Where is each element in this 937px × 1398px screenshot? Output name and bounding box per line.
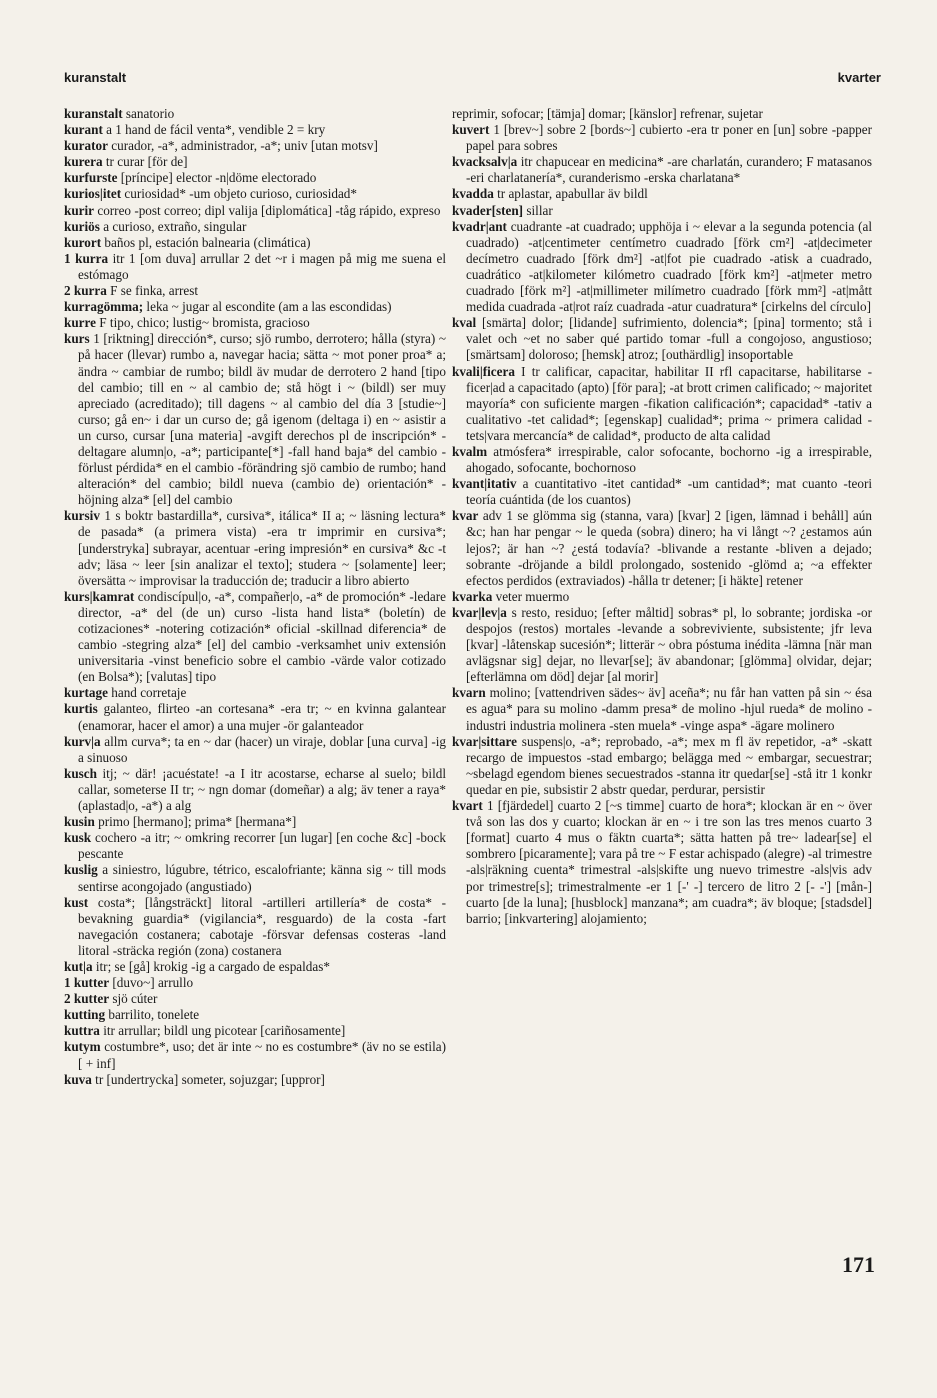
right-column (452, 106, 872, 927)
dictionary-entry (452, 122, 872, 154)
entry-headword: kuslig (64, 862, 98, 878)
dictionary-entry (452, 685, 872, 733)
entry-definition: veter muermo (492, 588, 570, 604)
entry-headword: kvart (452, 798, 483, 814)
entry-definition: costa*; [långsträckt] litoral -artilleri artillería* de costa* -bevakning guardia* (vigilancia*, resguardo) de la costa -fart navegación costanera; cabotaje -försvar defensas costeras -land litoral -sträcka región (zona) costanera (78, 894, 446, 958)
entry-headword: kursiv (64, 508, 100, 524)
entry-headword: kvalm (452, 443, 488, 459)
entry-headword: kvarka (452, 588, 493, 604)
entry-definition: reprimir, sofocar; [tämja] domar; [känslor] refrenar, sujetar (452, 106, 763, 121)
entry-headword: kvali|ficera (452, 363, 515, 379)
entry-headword: kusch (64, 765, 97, 781)
entry-definition: 1 s boktr bastardilla*, cursiva*, itálica* II a; ~ läsning lectura* de pasada* (a primera vista) -era tr imprimir en cursiva*; [understryka] subrayar, acentuar -ering impresión* en cursiva* &c -t adv; läsa ~ leer [sin analizar el texto]; studera ~ [solamente] leer; översätta ~ improvisar la traducción de; traducir a libro abierto (78, 508, 446, 588)
entry-headword: kvarn (452, 685, 486, 701)
entry-headword: kuriös (64, 218, 100, 234)
dictionary-entry (64, 701, 446, 733)
entry-definition: a cuantitativo -itet cantidad* -um cantidad*; mat cuanto -teori teoría cuántida (de los cuantos) (466, 476, 872, 508)
entry-headword: kurort (64, 234, 102, 250)
dictionary-entry (64, 734, 446, 766)
entry-headword: kvar (452, 508, 479, 524)
entry-headword: kval (452, 315, 477, 331)
dictionary-entry (64, 959, 446, 975)
dictionary-entry (64, 895, 446, 959)
dictionary-entry (64, 283, 446, 299)
entry-definition: F se finka, arrest (106, 283, 199, 299)
dictionary-entry (64, 331, 446, 508)
entry-headword: kurtage (64, 685, 108, 701)
entry-definition: costumbre*, uso; det är inte ~ no es costumbre* (äv no se estila) [ + inf] (78, 1039, 446, 1071)
dictionary-entry (64, 991, 446, 1007)
entry-headword: kvadr|ant (452, 218, 507, 234)
entry-definition: barrilito, tonelete (105, 1007, 200, 1023)
dictionary-entry (64, 1023, 446, 1039)
dictionary-entry (452, 106, 872, 122)
dictionary-entry (452, 219, 872, 316)
entry-definition: galanteo, flirteo -an cortesana* -era tr; ~ en kvinna galantear (enamorar, hacer el amor) a una mujer -ör galanteador (78, 701, 446, 733)
dictionary-entry (452, 186, 872, 202)
entry-definition: curiosidad* -um objeto curioso, curiosidad* (121, 186, 357, 202)
entry-headword: kuttra (64, 1023, 100, 1039)
entry-definition: condiscípul|o, -a*, compañer|o, -a* de promoción* -ledare director, -a* del (de un) curso -lista hand lista* (boletín) de cotizaciones* -notering cotización* oficial -skillnad diferencia* de cambio -stegring alza* [el] del cambio -verksamhet univ extensión universitaria -vinst beneficio sobre el cambio -värde valor cotizado (en Bolsa*); [valutas] tipo (78, 588, 446, 685)
entry-definition: adv 1 se glömma sig (stanna, vara) [kvar] 2 [igen, lämnad i behåll] aún &c; han har pengar ~ le queda (sobra) dinero; ha vi långt ~? ¿estamos aún lejos?; är han ~? ¿está todavía? -blivande a restante -bliven a dejado; sobrante -dröjande a bildl prolongado, sostenido -glömd a; ~a effekter efectos perdidos (extraviados) -hålla tr detener; [i häkte] retener (466, 508, 872, 588)
dictionary-entry (452, 444, 872, 476)
entry-headword: kusin (64, 814, 95, 830)
right-guide-word: kvarter (837, 70, 881, 85)
entry-definition: itr chapucear en medicina* -are charlatán, curandero; F matasanos -eri charlatanería*, curanderismo -erska charlatana* (466, 154, 872, 186)
dictionary-entry (64, 508, 446, 588)
entry-definition: itr 1 [om duva] arrullar 2 det ~r i magen på mig me suena el estómago (78, 250, 446, 282)
entry-headword: kutym (64, 1039, 101, 1055)
entry-definition: [duvo~] arrullo (109, 975, 194, 991)
entry-headword: kuva (64, 1071, 92, 1087)
dictionary-entry (452, 315, 872, 363)
dictionary-entry (64, 589, 446, 686)
entry-headword: kuranstalt (64, 106, 123, 121)
entry-definition: cochero -a itr; ~ omkring recorrer [un lugar] [en coche &c] -bock pescante (78, 830, 446, 862)
entry-headword: kvader[sten] (452, 202, 524, 218)
dictionary-entry (452, 508, 872, 588)
dictionary-entry (64, 766, 446, 814)
entry-headword: 1 kurra (64, 250, 109, 266)
entry-definition: 1 [brev~] sobre 2 [bords~] cubierto -era tr poner en [un] sobre -papper papel para sobres (466, 122, 872, 154)
entry-headword: kutting (64, 1007, 106, 1023)
entry-headword: kurs (64, 331, 90, 347)
dictionary-entry (452, 798, 872, 927)
entry-headword: 1 kutter (64, 975, 110, 991)
entry-headword: kurv|a (64, 733, 101, 749)
entry-headword: kurre (64, 315, 96, 331)
entry-headword: kut|a (64, 958, 93, 974)
entry-headword: kvacksalv|a (452, 154, 518, 170)
entry-definition: curador, -a*, administrador, -a*; univ [utan motsv] (107, 138, 378, 154)
dictionary-entry (64, 203, 446, 219)
entry-definition: tr aplastar, apabullar äv bildl (493, 186, 648, 202)
dictionary-entry (452, 589, 872, 605)
dictionary-entry (64, 235, 446, 251)
dictionary-entry (64, 170, 446, 186)
entry-headword: kurragömma; (64, 299, 144, 315)
entry-headword: 2 kutter (64, 991, 110, 1007)
entry-definition: a siniestro, lúgubre, tétrico, escalofriante; känna sig ~ till mods sentirse acongojado (angustiado) (78, 862, 446, 894)
dictionary-entry (452, 364, 872, 444)
left-guide-word: kuranstalt (64, 70, 127, 85)
dictionary-entry (64, 219, 446, 235)
entry-headword: kurera (64, 154, 103, 170)
entry-definition: primo [hermano]; prima* [hermana*] (94, 814, 297, 830)
dictionary-entry (64, 186, 446, 202)
dictionary-entry (64, 251, 446, 283)
entry-definition: cuadrante -at cuadrado; upphöja i ~ elevar a la segunda potencia (al cuadrado) -at|centimeter centímetro cuadrado [förk cm²] -at|decimeter decímetro cuadrado [förk dm²] -at|fot pie cuadrado -atisk a cuadrado, cuadrático -at|kilometer kilómetro cuadrado [förk km²] -at|meter metro cuadrado [förk m²] -at|millimeter milímetro cuadrado [förk mm²] -at|mått medida cuadrada -at|rot raíz cuadrada -atur cuadratura* [cirkelns del círculo] (466, 218, 872, 315)
entry-definition: suspens|o, -a*; reprobado, -a*; mex m fl äv repetidor, -a* -skatt recargo de impuestos -stad embargo; belägga med ~ embargar, secuestrar; ~sbelagd egendom bienes secuestrados -stanna itr quedar[se] -stå itr 1 konkr quedar en pie, subsistir 2 abstr quedar, perdurar, persistir (466, 733, 872, 797)
entry-headword: kusk (64, 830, 92, 846)
dictionary-entry (64, 685, 446, 701)
entry-definition: atmósfera* irrespirable, calor sofocante, bochorno -ig a irrespirable, ahogado, sofocante, bochornoso (466, 443, 872, 476)
entry-definition: tr [undertrycka] someter, sojuzgar; [uppror] (91, 1071, 325, 1087)
entry-definition: a 1 hand de fácil venta*, vendible 2 = kry (102, 122, 326, 138)
dictionary-entry (64, 154, 446, 170)
dictionary-entry (64, 138, 446, 154)
dictionary-entry (452, 605, 872, 685)
entry-headword: kurtis (64, 701, 98, 717)
dictionary-entry (64, 975, 446, 991)
dictionary-entry (64, 106, 446, 122)
entry-definition: F tipo, chico; lustig~ bromista, gracioso (96, 315, 310, 331)
entry-headword: kurator (64, 138, 108, 154)
entry-headword: kvar|lev|a (452, 604, 507, 620)
entry-definition: [príncipe] elector -n|döme electorado (117, 170, 317, 186)
left-column (64, 106, 446, 1088)
entry-definition: leka ~ jugar al escondite (am a las escondidas) (143, 299, 392, 315)
dictionary-entry (64, 315, 446, 331)
entry-definition: a curioso, extraño, singular (99, 218, 247, 234)
dictionary-entry (64, 1039, 446, 1071)
entry-definition: [smärta] dolor; [lidande] sufrimiento, dolencia*; [pina] tormento; stå i valet och ~et no saber qué partido tomar -full a congojoso, angustioso; [smärtsam] doloroso; [hemsk] atroz; [outhärdlig] insoportable (466, 315, 872, 363)
entry-definition: sjö cúter (109, 991, 158, 1007)
entry-definition: s resto, residuo; [efter måltid] sobras* pl, lo sobrante; jordiska -or despojos (restos) mortales -levande a sobreviviente, subsistente; jfr leva [kvar] -låtenskap sucesión*; litterär ~ obra póstuma inédita -lämna [när man avlägsnar sig] dejar, no llevar[se]; äv abandonar; [glömma] olvidar, dejar; [efterlämna om död] dejar [al morir] (466, 604, 872, 685)
entry-definition: itr arrullar; bildl ung picotear [cariñosamente] (99, 1023, 346, 1039)
entry-definition: molino; [vattendriven sädes~ äv] aceña*; nu får han vatten på sin ~ ésa es agua* para su molino -damm presa* de molino -hjul rueda* de molino -industri industria molinera -sten muela* -vinge aspa* -ägare molinero (466, 685, 872, 733)
entry-definition: 1 [fjärdedel] cuarto 2 [~s timme] cuarto de hora*; klockan är en ~ över två son las dos y cuarto; klockan är en ~ i tre son las tres menos cuarto 3 [format] cuarto 4 mus o fäktn cuarta*; sätta hatten på tre~ ladear[se] el sombrero [picaramente]; vara på tre ~ F estar achispado (alegre) -al trimestre -als|räkning cuenta* trimestral -als|skifte ung nuevo trimestre -als|vis adv por trimestre[s]; trimestralmente -er 1 [-' -] tercero de litro 2 [- -'] [mån-] cuarto [de la luna]; [husblock] manzana*; am cuadra*; äv bloque; [stadsdel] barrio; [inkvartering] alojamiento; (466, 798, 872, 926)
dictionary-entry (452, 203, 872, 219)
entry-headword: kuvert (452, 122, 490, 138)
entry-definition: tr curar [för de] (102, 154, 188, 170)
entry-definition: itr; se [gå] krokig -ig a cargado de espaldas* (92, 958, 330, 974)
entry-definition: sillar (523, 202, 553, 218)
entry-headword: kvant|itativ (452, 476, 517, 492)
entry-definition: hand corretaje (107, 685, 187, 701)
entry-headword: kurios|itet (64, 186, 122, 202)
dictionary-entry (64, 814, 446, 830)
entry-definition: baños pl, estación balnearia (climática) (101, 234, 311, 250)
entry-headword: kurfurste (64, 170, 118, 186)
dictionary-entry (452, 734, 872, 798)
entry-headword: kvadda (452, 186, 494, 202)
entry-headword: kurs|kamrat (64, 588, 135, 604)
entry-headword: kurant (64, 122, 103, 138)
entry-definition: correo -post correo; dipl valija [diplomática] -tåg rápido, expreso (94, 202, 441, 218)
dictionary-entry (64, 1007, 446, 1023)
dictionary-entry (64, 862, 446, 894)
page-number: 171 (842, 1252, 875, 1277)
entry-headword: kust (64, 894, 89, 910)
dictionary-entry (64, 1072, 446, 1088)
entry-definition: allm curva*; ta en ~ dar (hacer) un viraje, doblar [una curva] -ig a sinuoso (78, 733, 446, 765)
dictionary-entry (64, 830, 446, 862)
entry-definition: 1 [riktning] dirección*, curso; sjö rumbo, derrotero; hålla (styra) ~ på hacer (llevar) rumbo a, navegar hacia; sätta ~ mot poner proa* a; ändra ~ cambiar de rumbo; bildl äv mudar de derrotero 2 hand [tipo del cambio; till en ~ al cambio de; stå högt i ~ (bildl) ser muy apreciado (acreditado); till dagens ~ al cambio del día 3 [studie~] curso; gå en~ i dar un curso de; gå igenom (deltaga i) en ~ asistir a un curso, cursar [una materia] -avgift derechos pl de inscripción* -deltagare alumn|o, -a*; participante[*] -fall hand baja* del cambio -förlust pérdida* en el cambio -förändring sjö cambio de rumbo; hand alteración* del cambio; bildl nueva (cambio de) orientación* -höjning alza* [el] del cambio (78, 331, 446, 508)
dictionary-entry (452, 154, 872, 186)
entry-definition: itj; ~ där! ¡acuéstate! -a I itr acostarse, echarse al suelo; bildl callar, someterse II tr; ~ ngn domar (domeñar) a alg; äv tener a raya* (aplastad|o, -a*) a alg (78, 765, 446, 814)
dictionary-entry (452, 476, 872, 508)
dictionary-entry (64, 122, 446, 138)
entry-headword: kurir (64, 202, 95, 218)
entry-definition: I tr calificar, capacitar, habilitar II rfl capacitarse, habilitarse -ficer|ad a capacitado (apto) [för para]; -at brott crimen calificado; ~ majoritet mayoría* con suficiente margen -fikation calificación*; capacidad* -tativ a cualitativo -tet calidad*; [egenskap] cualidad*; prima ~ primera calidad -tets|vara mercancía* de calidad*, producto de alta calidad (466, 363, 872, 443)
entry-headword: 2 kurra (64, 283, 107, 299)
entry-definition: sanatorio (122, 106, 175, 121)
dictionary-entry (64, 299, 446, 315)
entry-headword: kvar|sittare (452, 733, 517, 749)
